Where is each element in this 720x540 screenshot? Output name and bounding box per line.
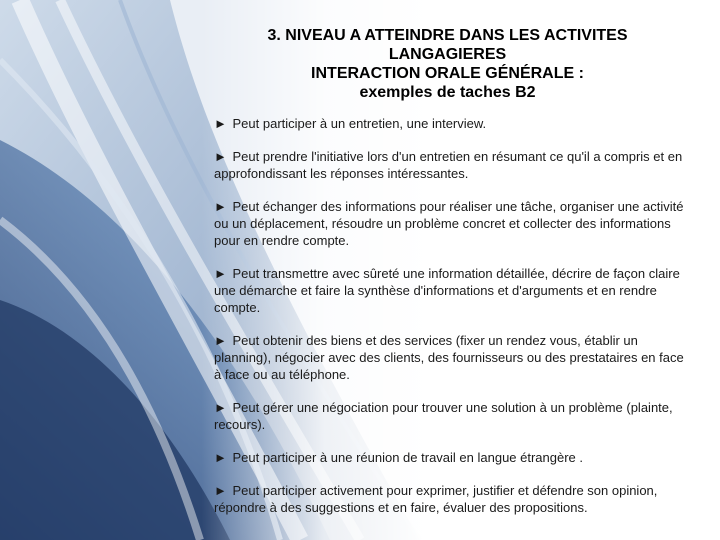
slide-title xyxy=(215,26,680,102)
bullet-text: Peut participer à une réunion de travail en langue étrangère . xyxy=(232,450,584,465)
title-line-1: 3. NIVEAU A ATTEINDRE DANS LES ACTIVITES xyxy=(267,27,628,44)
title-line-4: exemples de taches B2 xyxy=(359,84,536,101)
bullet-text: Peut obtenir des biens et des services (fixer un rendez vous, établir un planning), négocier avec des clients, des fournisseurs ou des prestataires en face à face ou au téléphone. xyxy=(214,333,684,382)
bullet-item xyxy=(214,399,692,433)
bullet-marker-icon: ► xyxy=(214,149,227,164)
bullet-text: Peut prendre l'initiative lors d'un entretien en résumant ce qu'il a compris et en approfondissant les réponses intéressantes. xyxy=(214,149,683,181)
bullet-marker-icon: ► xyxy=(214,266,227,281)
bullet-text: Peut gérer une négociation pour trouver une solution à un problème (plainte, recours). xyxy=(214,400,673,432)
bullet-marker-icon: ► xyxy=(214,199,227,214)
bullet-item xyxy=(214,148,692,182)
bullet-item xyxy=(214,332,692,383)
bullet-item xyxy=(214,482,692,516)
bullet-marker-icon: ► xyxy=(214,483,227,498)
bullet-item xyxy=(214,115,692,132)
bullet-item xyxy=(214,198,692,249)
bullet-item xyxy=(214,265,692,316)
bullet-text: Peut échanger des informations pour réaliser une tâche, organiser une activité ou un déplacement, résoudre un problème concret et collecter des informations pour en rendre compte. xyxy=(214,199,684,248)
title-line-3: INTERACTION ORALE GÉNÉRALE : xyxy=(311,65,584,82)
bullet-marker-icon: ► xyxy=(214,116,227,131)
bullet-marker-icon: ► xyxy=(214,450,227,465)
bullet-text: Peut participer activement pour exprimer, justifier et défendre son opinion, répondre à des suggestions et en faire, évaluer des propositions. xyxy=(214,483,658,515)
bullet-text: Peut participer à un entretien, une interview. xyxy=(232,116,487,131)
bullet-marker-icon: ► xyxy=(214,400,227,415)
bullet-text: Peut transmettre avec sûreté une information détaillée, décrire de façon claire une démarche et faire la synthèse d'informations et d'arguments et en rendre compte. xyxy=(214,266,680,315)
bullet-marker-icon: ► xyxy=(214,333,227,348)
bullet-item xyxy=(214,449,692,466)
title-line-2: LANGAGIERES xyxy=(388,46,507,63)
bullet-list xyxy=(214,115,692,532)
